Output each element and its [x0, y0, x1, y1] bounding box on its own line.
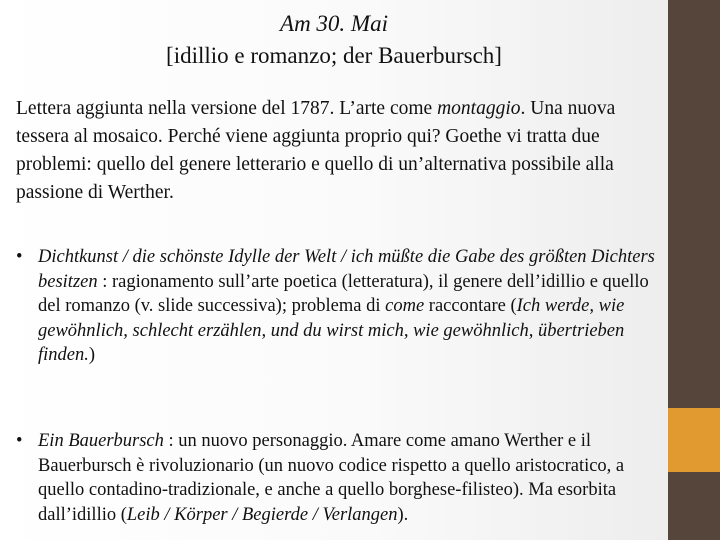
- intro-text-rest: . Una nuova tessera al mosaico. Perché viene aggiunta proprio qui? Goethe vi tratta due problemi: quello del genere letterario e quello di un’alternativa possibile alla passione di Werther.: [16, 98, 616, 203]
- slide-title-date: Am 30. Mai: [280, 11, 388, 36]
- side-accent-block: [668, 408, 720, 472]
- bullet-item-bauerbursch: [16, 429, 661, 527]
- bullet-body: raccontare (: [424, 296, 517, 316]
- bullet-icon: •: [16, 431, 23, 451]
- intro-text: Lettera aggiunta nella versione del 1787. L’arte come: [16, 98, 438, 119]
- bullet-emphasis: come: [385, 296, 425, 316]
- bullet-body: : un nuovo personaggio. Amare come amano Werther e il Bauerbursch è rivoluzionario (un nuovo codice rispetto a quello aristocratico, a quello contadino-tradizionale, e anche a quello borghese-filisteo). Ma esorbita dall’idillio (: [38, 431, 625, 525]
- intro-paragraph: [16, 95, 661, 207]
- intro-italic-term: montaggio: [437, 98, 521, 119]
- bullet-body: ).: [397, 504, 409, 525]
- bullet-item-dichtkunst: [16, 245, 661, 368]
- bullet-quote: Ein Bauerbursch: [38, 431, 164, 451]
- bullet-body: ): [88, 345, 96, 365]
- bullet-text: [16, 429, 661, 527]
- slide-title-subject: [idillio e romanzo; der Bauerbursch]: [166, 43, 502, 68]
- bullet-quote: Leib / Körper / Begierde / Verlangen: [126, 504, 398, 525]
- bullet-text: [16, 245, 661, 368]
- bullet-quote: Ich werde, wie gewöhnlich, schlecht erzählen, und du wirst mich, wie gewöhnlich, übertrieben finden.: [38, 296, 625, 365]
- bullet-body: : ragionamento sull’arte poetica (letteratura), il genere dell’idillio e quello del romanzo (v. slide successiva); problema di: [38, 271, 649, 316]
- bullet-icon: •: [16, 247, 23, 267]
- bullet-quote: Dichtkunst / die schönste Idylle der Welt / ich müßte die Gabe des größten Dichters besitzen: [38, 247, 655, 292]
